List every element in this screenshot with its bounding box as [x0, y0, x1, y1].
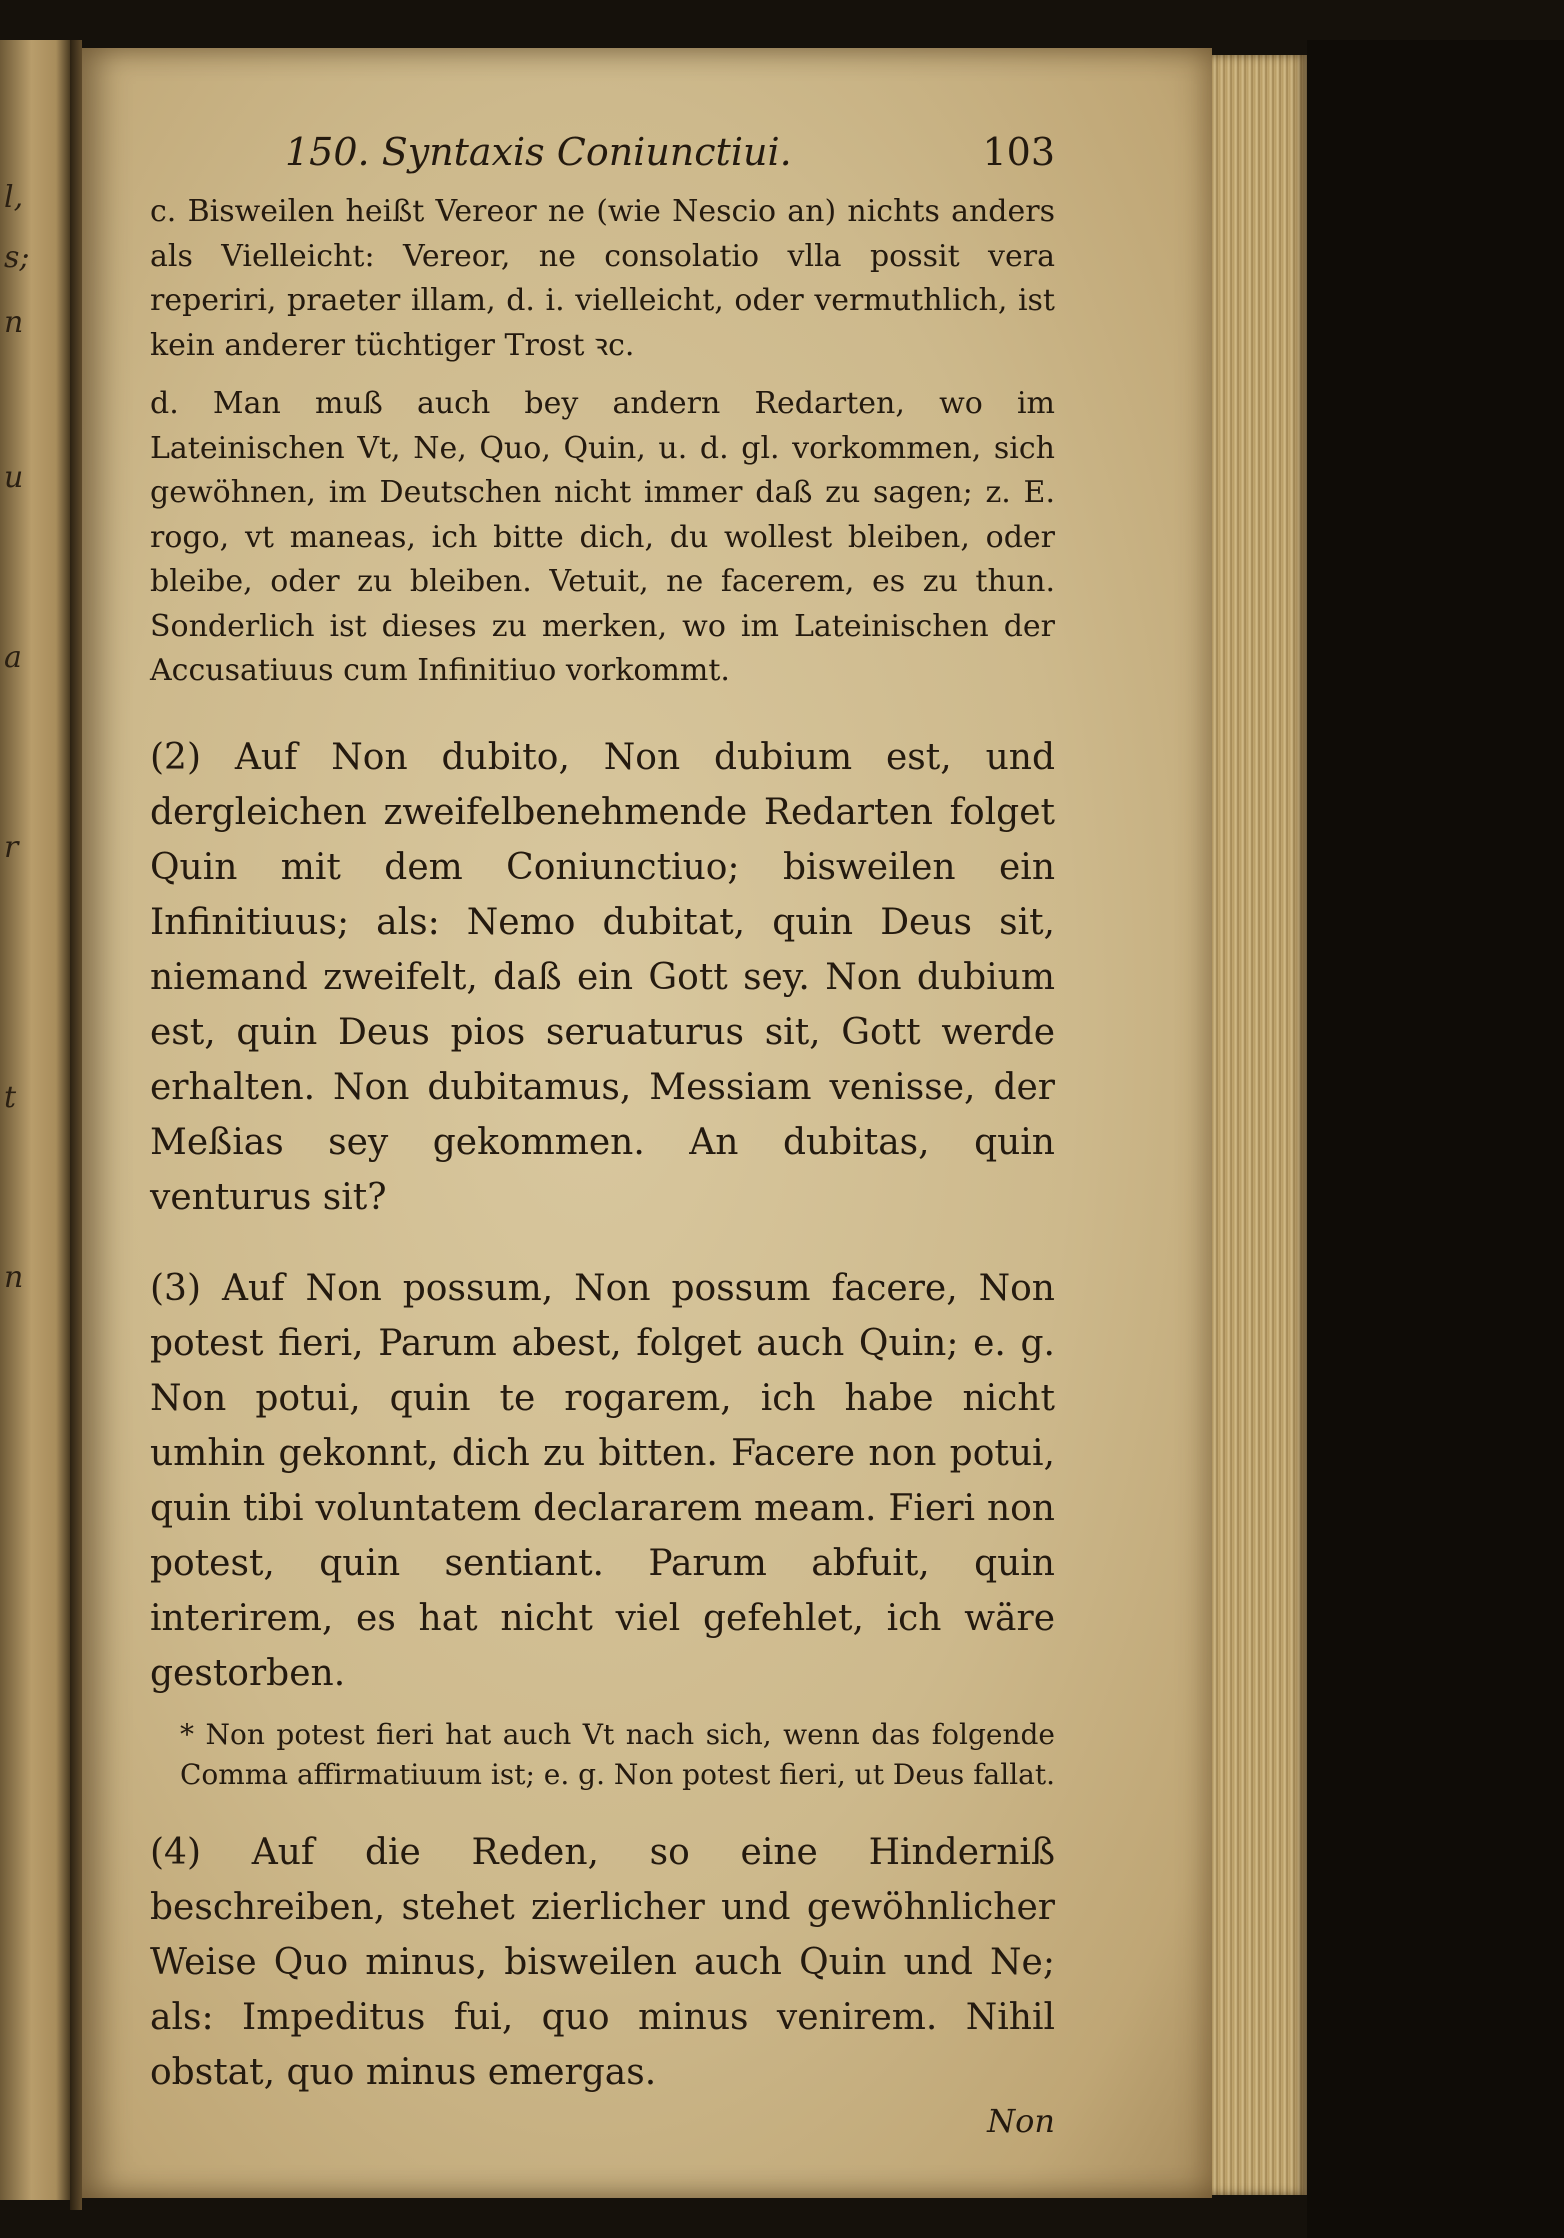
margin-fragment: l, [4, 180, 24, 215]
margin-fragment: n [4, 1260, 24, 1295]
margin-fragment: a [4, 640, 22, 675]
footnote: * Non potest fieri hat auch Vt nach sich, wenn das folgende Comma affirmatiuum ist; e. g. Non potest fieri, ut Deus fallat. [180, 1717, 1055, 1791]
running-header [150, 130, 1055, 190]
margin-fragment: n [4, 305, 24, 340]
page-edges [1212, 55, 1307, 2195]
catchword: Non [987, 2101, 1055, 2140]
header-title: 150. Syntaxis Coniunctiui. [285, 130, 792, 174]
paragraph-4: (4) Auf die Reden, so eine Hinderniß beschreiben, stehet zierlicher und gewöhnlicher Weise Quo minus, bisweilen auch Quin und Ne; als: Impeditus fui, quo minus venirem. Nihil obstat, quo minus emergas. [150, 1831, 1055, 2093]
paragraph-c: c. Bisweilen heißt Vereor ne (wie Nescio an) nichts anders als Vielleicht: Vereor, ne consolatio vlla possit vera reperiri, praeter illam, d. i. vielleicht, oder vermuthlich, ist kein anderer tüchtiger Trost ꝛc. [150, 194, 1055, 363]
page-text [150, 130, 1055, 2140]
facing-page-edge [0, 40, 70, 2200]
margin-fragment: u [4, 460, 24, 495]
paragraph-2: (2) Auf Non dubito, Non dubium est, und dergleichen zweifelbenehmende Redarten folget Quin mit dem Coniunctiuo; bisweilen ein Infinitiuus; als: Nemo dubitat, quin Deus sit, niemand zweifelt, daß ein Gott sey. Non dubium est, quin Deus pios seruaturus sit, Gott werde erhalten. Non dubitamus, Messiam venisse, der Meßias sey gekommen. An dubitas, quin venturus sit? [150, 736, 1055, 1218]
background-dark [1307, 40, 1564, 2238]
paragraph-d: d. Man muß auch bey andern Redarten, wo im Lateinischen Vt, Ne, Quo, Quin, u. d. gl. vorkommen, sich gewöhnen, im Deutschen nicht immer daß zu sagen; z. E. rogo, vt maneas, ich bitte dich, du wollest bleiben, oder bleibe, oder zu bleiben. Vetuit, ne facerem, es zu thun. Sonderlich ist dieses zu merken, wo im Lateinischen der Accusatiuus cum Infinitiuo vorkommt. [150, 386, 1055, 688]
margin-fragment: s; [4, 240, 30, 275]
margin-fragment: t [4, 1080, 17, 1115]
page-number: 103 [982, 130, 1055, 174]
book-gutter [70, 40, 82, 2210]
paragraph-3: (3) Auf Non possum, Non possum facere, Non potest fieri, Parum abest, folget auch Quin; e. g. Non potui, quin te rogarem, ich habe nicht umhin gekonnt, dich zu bitten. Facere non potui, quin tibi voluntatem declararem meam. Fieri non potest, quin sentiant. Parum abfuit, quin interirem, es hat nicht viel gefehlet, ich wäre gestorben. [150, 1267, 1055, 1694]
margin-fragment: r [4, 830, 19, 865]
